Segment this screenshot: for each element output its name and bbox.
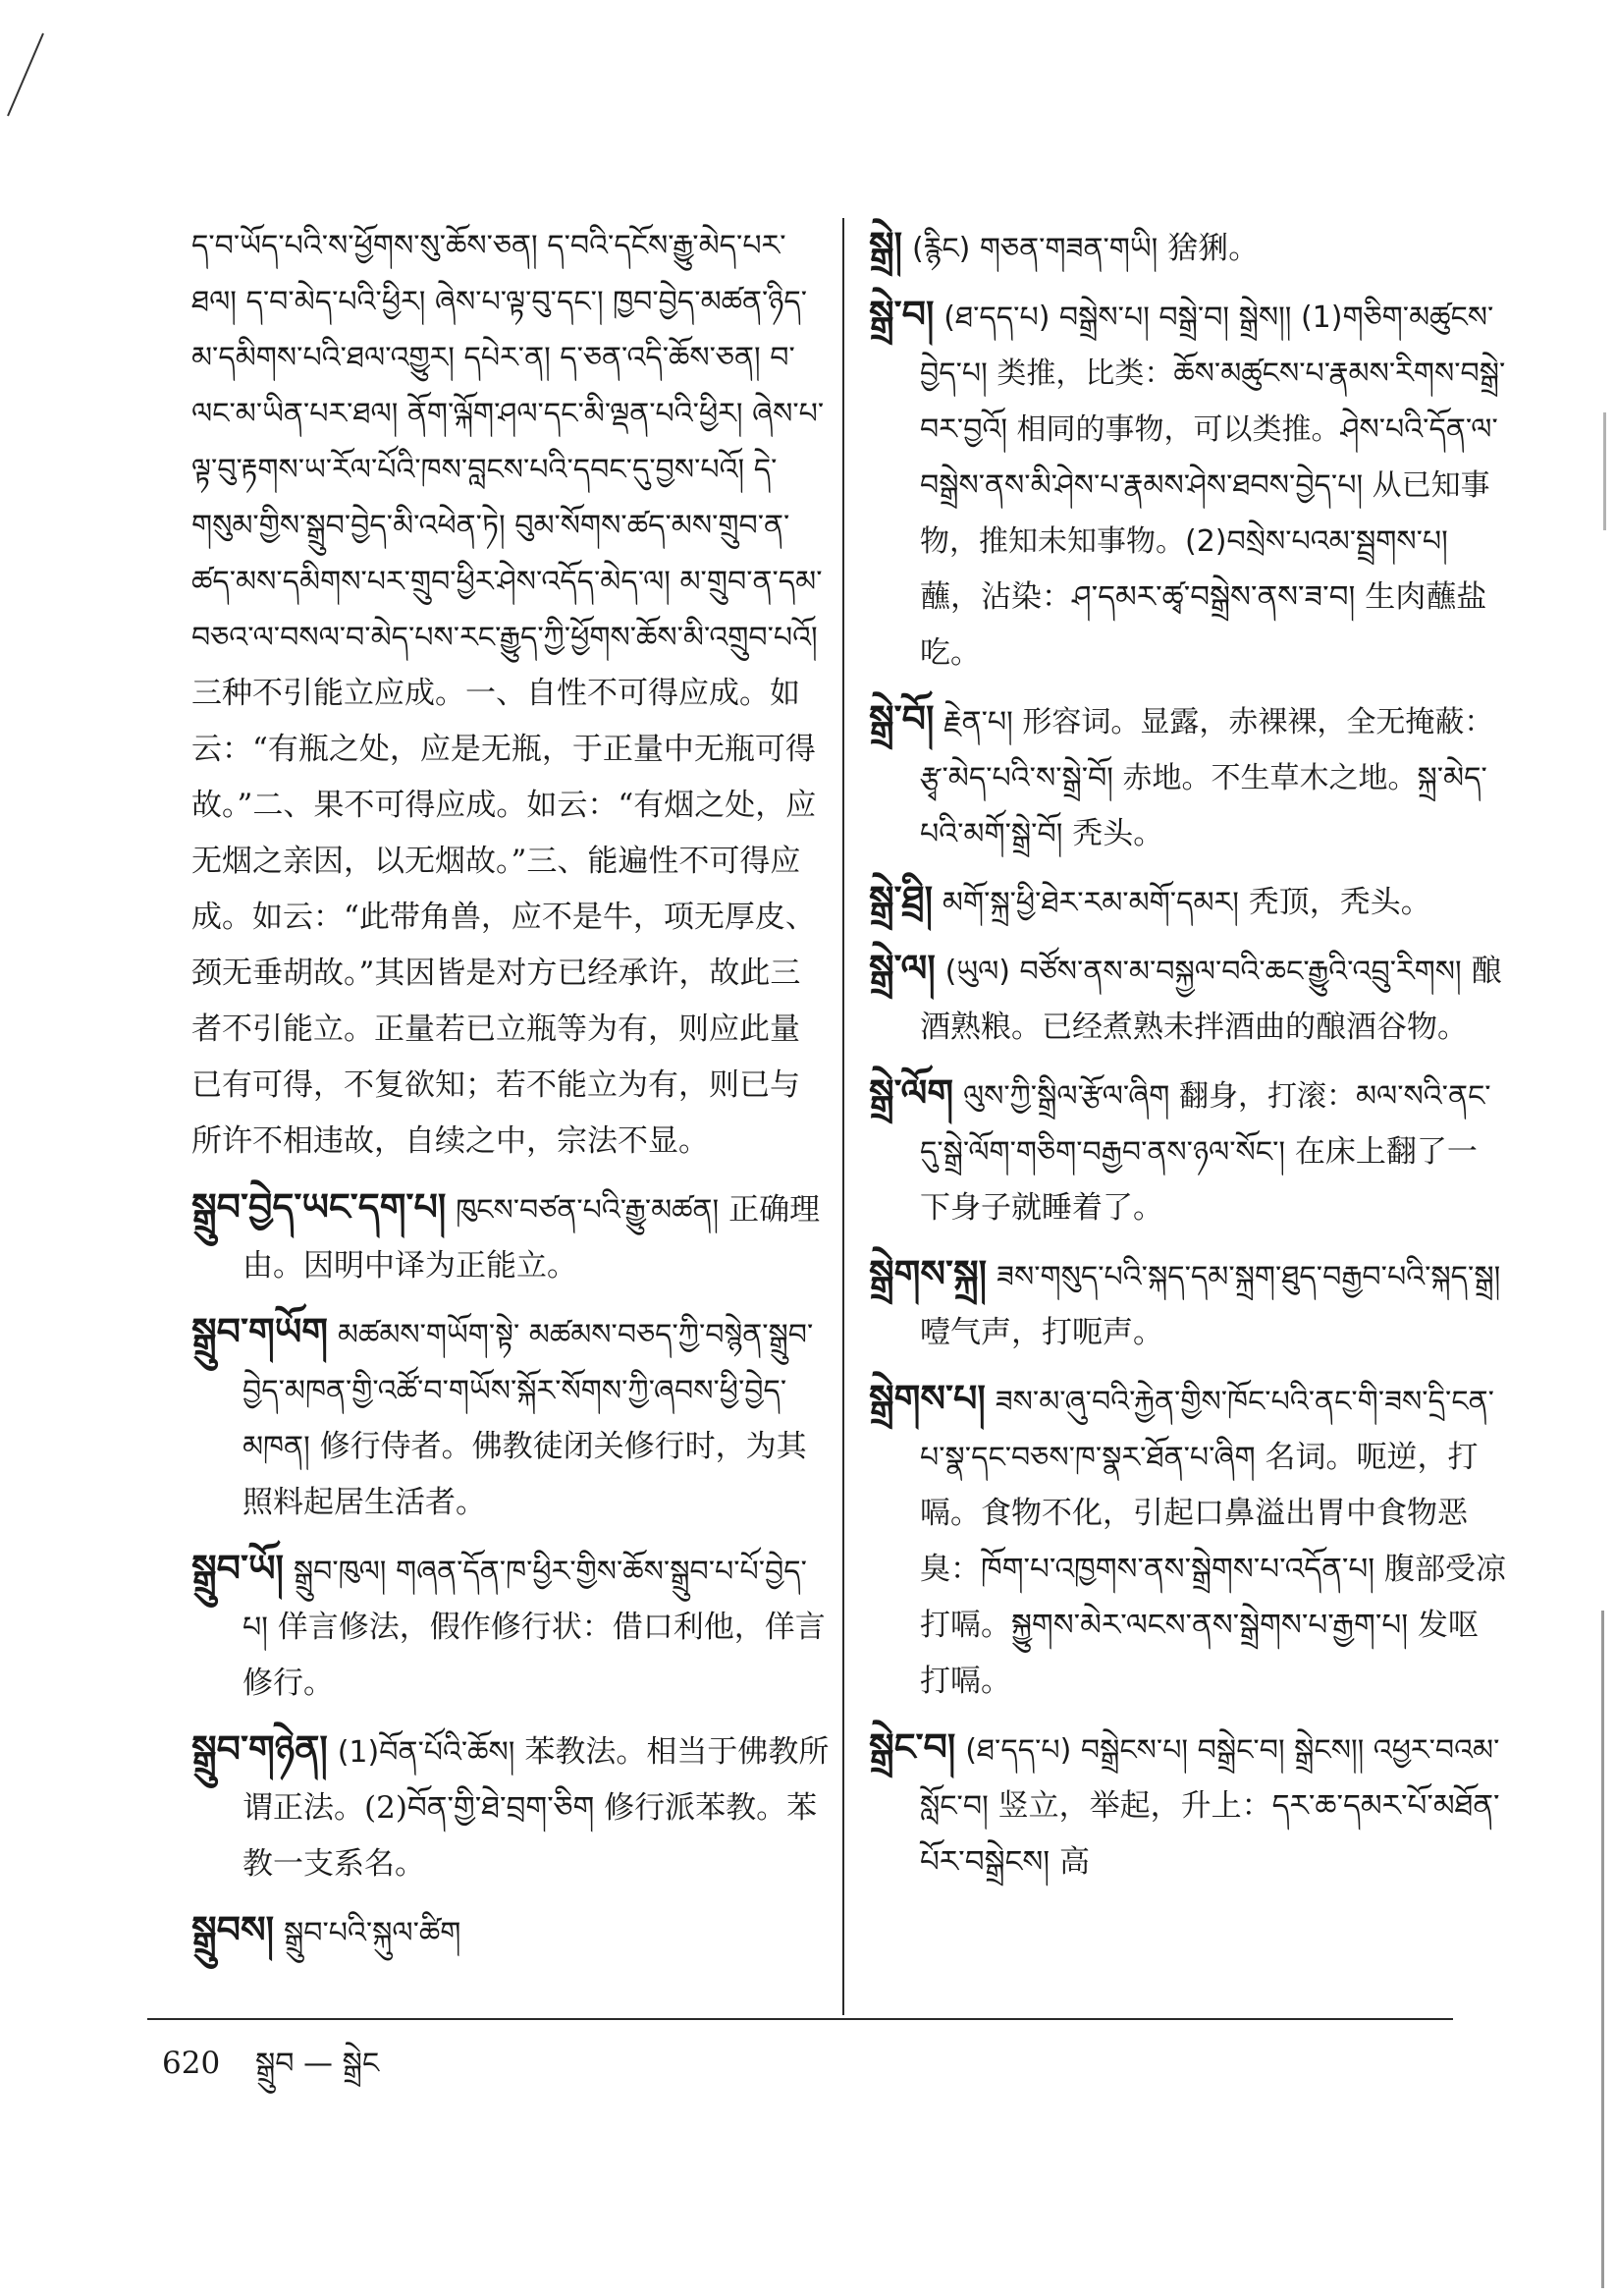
headword: སྒྲེ་ལོག: [869, 1071, 954, 1115]
dictionary-entry: [869, 1720, 1507, 1890]
tibetan-definition: སྒྲུབ་ཁུལ། གཞན་དོན་ཁ་ཕྱིར་གྱིས་ཆོས་སྒྲུབ་པ་པོ་བྱེད་པ།: [242, 1555, 807, 1645]
headword: སྒྲེགས་སྐྲ།: [869, 1252, 988, 1295]
tibetan-definition: (1)བོན་པོའི་ཆོས།: [337, 1735, 515, 1770]
tibetan-definition: རྗེན་པ། 形容词。显露，赤裸裸，全无掩蔽：རྩྭ་མེད་པའི་ས་སྒྲེ་བོ། 赤地。不生草木之地。སྐྲ་མེད་པའི་མགོ་སྒྲེ་བོ།: [920, 705, 1494, 851]
footer-rule: [147, 2018, 1453, 2020]
tibetan-definition: (ཡུལ) བཙོས་ནས་མ་བསྐྱལ་བའི་ཆང་རྒྱུའི་འབྲུ་རིགས།: [944, 955, 1462, 989]
headword: སྒྲེ་ཐྲི།: [869, 878, 934, 921]
tibetan-definition: ལུས་ཀྱི་སྒྲིལ་རྩོལ་ཞིག 翻身，打滚：མལ་སའི་ནང་དུ་སྒྲེ་ལོག་གཅིག་བརྒྱབ་ནས་ཉལ་སོང་།: [920, 1079, 1491, 1170]
scan-mark: [4, 29, 63, 118]
left-column: [191, 218, 830, 1971]
headword: སྒྲེ་བ།: [869, 293, 935, 336]
chinese-definition: 苯教法。相当于佛教所谓正法。(2)བོན་གྱི་ཐེ་བྲག་ཅིག 修行派苯教。苯教一支系名。: [242, 1734, 830, 1882]
right-column: [869, 218, 1507, 1900]
chinese-definition: 猞猁。: [1167, 231, 1260, 266]
tibetan-definition: སྒྲུབ་པའི་སྐུལ་ཚིག: [283, 1916, 461, 1950]
dictionary-entry: [191, 1722, 830, 1892]
dictionary-entry: [191, 1304, 830, 1531]
chinese-definition: 修行侍者。佛教徒闭关修行时，为其照料起居生活者。: [242, 1429, 807, 1520]
page-range: སྒྲུབ — སྒྲེང: [255, 2047, 380, 2081]
tibetan-definition: ཟས་གསུད་པའི་སྐད་དམ་སྐྲག་ཐུད་བརྒྱབ་པའི་སྐད་སྒྲ།: [996, 1260, 1501, 1294]
chinese-definition: 秃顶，秃头。: [1248, 885, 1431, 920]
chinese-definition: 正确理由。因明中译为正能立。: [242, 1192, 821, 1284]
tibetan-definition: མགོ་སྐྲ་ཕྱི་ཐེར་རམ་མགོ་དམར།: [942, 886, 1239, 920]
headword: སྒྲུབ་གཉེན།: [191, 1727, 328, 1771]
tibetan-definition: ད་བ་ཡོད་པའི་ས་ཕྱོགས་སུ་ཆོས་ཅན། ད་བའི་དངོས་རྒྱུ་མེད་པར་ཐལ། ད་བ་མེད་པའི་ཕྱིར། ཞེས་པ་ལྟ་བུ་དང་། ཁྱབ་བྱེད་མཚན་ཉིད་མ་དམིགས་པའི་ཐལ་འགྱུར། དཔེར་ན། ད་ཅན་འདི་ཆོས་ཅན། བ་ལང་མ་ཡིན་པར་ཐལ། ནོག་ལྐོག་ཤལ་དང་མི་ལྡན་པའི་ཕྱིར། ཞེས་པ་ལྟ་བུ་རྟགས་ཡ་རོལ་པོའི་ཁས་བླངས་པའི་དབང་དུ་བྱས་པའོ། དེ་གསུམ་གྱིས་སྒྲུབ་བྱེད་མི་འཕེན་ཏེ། བུམ་སོགས་ཚད་མས་གྲུབ་ན་ཚད་མས་དམིགས་པར་གྲུབ་ཕྱིར་ཤེས་འདོད་མེད་ལ། མ་གྲུབ་ན་དམ་བཅའ་ལ་བསལ་བ་མེད་པས་རང་རྒྱུད་ཀྱི་ཕྱོགས་ཆོས་མི་འགྲུབ་པའོ།: [191, 229, 825, 655]
chinese-definition: 三种不引能立应成。一、自性不可得应成。如云：“有瓶之处，应是无瓶，于正量中无瓶可得故。”二、果不可得应成。如云：“有烟之处，应无烟之亲因，以无烟故。”三、能遍性不可得应成。如云：“此带角兽，应不是牛，项无厚皮、颈无垂胡故。”其因皆是对方已经承许，故此三者不引能立。正量若已立瓶等为有，则应此量已有可得，不复欲知；若不能立为有，则已与所许不相违故，自续之中，宗法不显。: [191, 676, 817, 1159]
dictionary-entry: [869, 1066, 1507, 1236]
chinese-definition: 噎气声，打呃声。: [920, 1315, 1163, 1350]
entry-continuation: [191, 218, 830, 1170]
dictionary-entry: [869, 941, 1507, 1056]
chinese-definition: 在床上翻了一下身子就睡着了。: [920, 1134, 1478, 1226]
tibetan-definition: (རྙིང) གཅན་གཟན་གཡི།: [911, 232, 1158, 266]
dictionary-entry: [869, 691, 1507, 862]
headword: སྒྲེ།: [869, 224, 903, 267]
headword: སྒྲུབ་བྱེད་ཡང་དག་པ།: [191, 1185, 447, 1229]
tibetan-definition: ཟས་མ་ཞུ་བའི་རྐྱེན་གྱིས་ཁོང་པའི་ནང་གི་ཟས་དྲི་ངན་པ་སྣ་དང་བཅས་ཁ་སྣར་ཐོན་པ་ཞིག: [920, 1385, 1494, 1475]
tibetan-definition: (ཐ་དད་པ) བསྒྲེངས་པ། བསྒྲེང་བ། སྒྲེངས།། འཕྱར་བའམ་སློང་བ།: [920, 1733, 1500, 1824]
scan-edge-mark: [1603, 412, 1616, 530]
dictionary-entry: [869, 1246, 1507, 1361]
tibetan-definition: མཚམས་གཡོག་སྟེ་ མཚམས་བཅད་ཀྱི་བསྙེན་སྒྲུབ་བྱེད་མཁན་གྱི་འཚོ་བ་གཡོས་སྐོར་སོགས་ཀྱི་ཞབས་ཕྱི་བྱེད་མཁན།: [242, 1318, 814, 1464]
dictionary-entry: [869, 218, 1507, 277]
dictionary-entry: [191, 1541, 830, 1712]
tibetan-definition: (ཐ་དད་པ) བསྒྲེས་པ། བསྒྲེ་བ། སྒྲེས།། (1)གཅིག་མཚུངས་བྱེད་པ། 类推，比类：ཆོས་མཚུངས་པ་རྣམས་རིགས་བསྒྲེ་བར་བྱའོ། 相同的事物，可以类推。ཤེས་པའི་དོན་ལ་བསྒྲེས་ནས་མི་ཤེས་པ་རྣམས་ཤེས་ཐབས་བྱེད་པ། 从已知事物，推知未知事物。(2)བསྲེས་པའམ་སྦྲགས་པ།: [920, 301, 1506, 559]
page-footer: [162, 2031, 404, 2113]
headword: སྒྲེ་ལ།: [869, 947, 936, 990]
dictionary-entry: [869, 872, 1507, 931]
headword: སྒྲུབ་གཡོག: [191, 1310, 329, 1353]
chinese-definition: 佯言修法，假作修行状：借口利他，佯言修行。: [242, 1610, 826, 1701]
column-divider: [842, 218, 844, 2015]
page-number: 620: [162, 2046, 221, 2081]
dictionary-entry: [869, 287, 1507, 682]
headword: སྒྲེགས་པ།: [869, 1377, 986, 1420]
dictionary-entry: [869, 1371, 1507, 1710]
dictionary-entry: [191, 1179, 830, 1294]
headword: སྒྲེ་བོ།: [869, 697, 935, 740]
scan-edge-mark: [1601, 1611, 1616, 2288]
headword: སྒྲུབ་ཡོ།: [191, 1547, 284, 1590]
chinese-definition: 秃头。: [1072, 816, 1164, 851]
headword: སྒྲེང་བ།: [869, 1725, 956, 1769]
tibetan-definition: ཁུངས་བཙན་པའི་རྒྱུ་མཚན།: [456, 1193, 720, 1228]
chinese-definition: 酿酒熟粮。已经煮熟未拌酒曲的酿酒谷物。: [920, 954, 1502, 1045]
chinese-definition: 名词。呃逆，打嗝。食物不化，引起口鼻溢出胃中食物恶臭：ཁོག་པ་འཁྱགས་ནས་སྒྲེགས་པ་འདོན་པ། 腹部受凉打嗝。སྐྱུགས་མེར་ལངས་ནས་སྒྲེགས་པ་རྒྱག་པ། 发呕打嗝。: [920, 1440, 1506, 1699]
dictionary-entry: [191, 1902, 830, 1961]
chinese-definition: 蘸，沾染：ཤ་དམར་ཚྭ་བསྒྲེས་ནས་ཟ་བ། 生肉蘸盐吃。: [920, 579, 1487, 671]
chinese-definition: 竖立，举起，升上：དར་ཆ་དམར་པོ་མཐོན་པོར་བསྒྲེངས། 高: [920, 1788, 1500, 1880]
headword: སྒྲུབས།: [191, 1908, 275, 1951]
